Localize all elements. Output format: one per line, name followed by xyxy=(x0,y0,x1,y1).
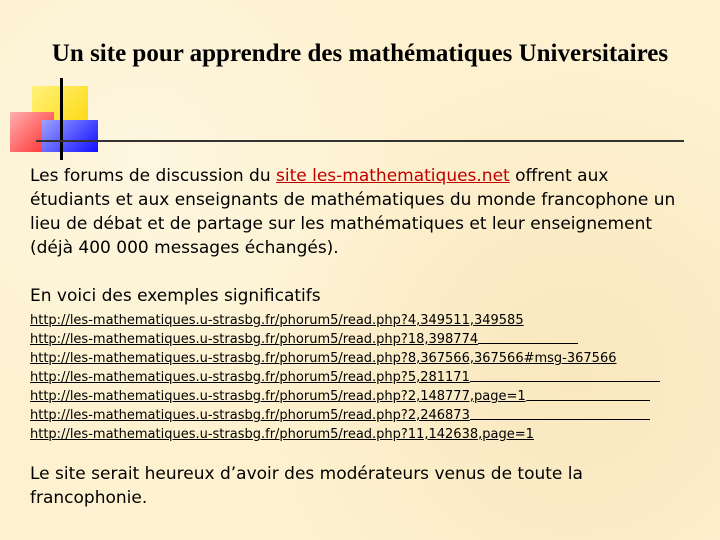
horizontal-rule xyxy=(36,140,684,142)
intro-paragraph xyxy=(30,164,690,260)
vertical-rule xyxy=(60,78,63,160)
underline-filler xyxy=(478,343,578,344)
blue-square-decoration xyxy=(42,120,98,152)
example-link-6[interactable]: http://les-mathematiques.u-strasbg.fr/phorum5/read.php?2,246873 xyxy=(30,408,470,423)
link-row xyxy=(30,328,700,347)
link-row xyxy=(30,423,700,442)
example-link-5[interactable]: http://les-mathematiques.u-strasbg.fr/phorum5/read.php?2,148777,page=1 xyxy=(30,389,526,404)
link-row xyxy=(30,404,700,423)
title-decoration xyxy=(0,0,720,160)
example-link-4[interactable]: http://les-mathematiques.u-strasbg.fr/phorum5/read.php?5,281171 xyxy=(30,370,470,385)
examples-heading: En voici des exemples significatifs xyxy=(30,286,321,306)
intro-text-before: Les forums de discussion du xyxy=(30,166,276,186)
site-link[interactable]: site les-mathematiques.net xyxy=(276,166,510,186)
underline-filler xyxy=(470,381,660,382)
underline-filler xyxy=(526,400,650,401)
link-row xyxy=(30,385,700,404)
example-link-7[interactable]: http://les-mathematiques.u-strasbg.fr/phorum5/read.php?11,142638,page=1 xyxy=(30,427,534,442)
link-row xyxy=(30,309,700,328)
intro-text-after: offrent aux étudiants et aux enseignants de mathématiques du monde francophone un lieu de débat et de partage sur les mathématiques et leur enseignement (déjà 400 000 messages échangés). xyxy=(30,166,676,258)
example-link-list xyxy=(30,309,700,442)
slide-title: Un site pour apprendre des mathématiques Universitaires xyxy=(51,40,669,67)
example-link-3[interactable]: http://les-mathematiques.u-strasbg.fr/phorum5/read.php?8,367566,367566#msg-367566 xyxy=(30,351,617,366)
link-row xyxy=(30,366,700,385)
link-row xyxy=(30,347,700,366)
example-link-1[interactable]: http://les-mathematiques.u-strasbg.fr/phorum5/read.php?4,349511,349585 xyxy=(30,313,524,328)
underline-filler xyxy=(470,419,650,420)
example-link-2[interactable]: http://les-mathematiques.u-strasbg.fr/phorum5/read.php?18,398774 xyxy=(30,332,479,347)
closing-paragraph: Le site serait heureux d’avoir des modérateurs venus de toute la francophonie. xyxy=(30,464,583,508)
